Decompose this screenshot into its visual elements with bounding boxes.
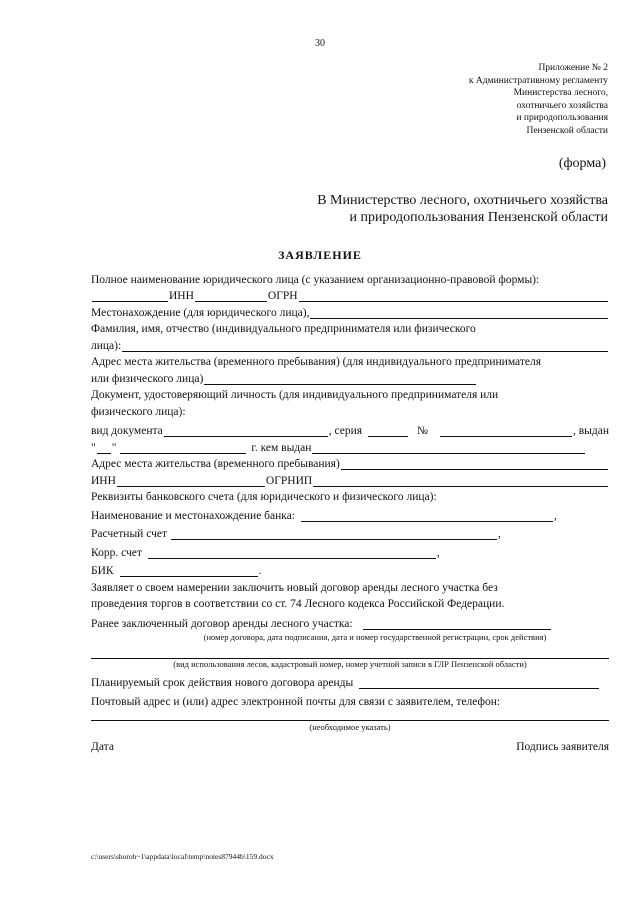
forest-use-field[interactable] [91,644,609,659]
planned-term-row: Планируемый срок действия нового договора аренды [91,675,609,692]
signature-row [91,741,609,753]
issued-by-field[interactable] [312,441,585,454]
residence2-row: Адрес места жительства (временного пребывания) [91,456,609,473]
doc-type-row: вид документа , серия № , выдан [91,425,609,437]
hint-required: (необходимое указать) [309,721,391,732]
inn-ogrn-row: ИНН ОГРН [91,288,609,305]
residence-row: или физического лица) [91,370,609,387]
series-field[interactable] [368,424,408,437]
declaration-line: проведения торгов в соответствии со ст. 74 Лесного кодекса Российской Федерации. [91,598,505,610]
form-body [91,271,609,734]
blank-field[interactable] [92,289,168,302]
hint-contract: (номер договора, дата подписания, дата и номер государственной регистрации, срок действия) [203,631,547,642]
issue-date-row: " " г. кем выдан [91,439,609,456]
residence2-field[interactable] [341,457,608,470]
fio-field[interactable] [122,339,608,352]
hint-forest: (вид использования лесов, кадастровый номер, номер учетной записи в ГЛР Пензенской области) [173,658,527,669]
inn2-field[interactable] [117,474,265,487]
appendix-block [348,62,608,137]
fio-row: лица): [91,337,609,354]
appendix-line: Министерства лесного, [513,88,608,98]
account-row: Расчетный счет , [91,528,501,540]
issue-month-field[interactable] [120,441,246,454]
ogrn-field[interactable] [299,289,608,302]
corr-account-field[interactable] [148,546,436,559]
declaration-line: Заявляет о своем намерении заключить новый договор аренды лесного участка без [91,581,498,594]
appendix-line: Приложение № 2 [538,63,608,73]
postal-address-label: Почтовый адрес и (или) адрес электронной почты для связи с заявителем, телефон: [91,695,501,708]
bank-details-label: Реквизиты банковского счета (для юридического и физического лица): [91,491,437,503]
prev-contract-field[interactable] [363,617,551,630]
id-doc-label-row-2: физического лица): [91,405,186,418]
residence-field[interactable] [204,372,476,385]
issue-day-field[interactable] [97,441,111,454]
bik-field[interactable] [120,564,258,577]
inn-field[interactable] [195,289,267,302]
bank-name-field[interactable] [301,509,553,522]
planned-term-field[interactable] [359,676,599,689]
number-field[interactable] [440,424,572,437]
signature-label: Подпись заявителя [516,741,609,753]
form-mark: (форма) [558,156,606,171]
corr-account-row: Корр. счет , [91,546,440,559]
fio-label-row: Фамилия, имя, отчество (индивидуального предпринимателя или физического [91,323,476,335]
bank-name-row: Наименование и местонахождение банка: , [91,509,557,522]
legal-name-label: Полное наименование юридического лица (с указанием организационно-правовой формы): [91,273,540,286]
addressee-block [188,192,608,226]
appendix-line: Пензенской области [526,125,608,136]
appendix-line: к Административному регламенту [468,75,608,86]
postal-address-field[interactable] [91,710,609,721]
page-number: 30 [315,38,325,49]
bik-row: БИК . [91,565,262,577]
addressee-line: и природопользования Пензенской области [349,210,608,225]
inn-ogrnip-row: ИНН ОГРНИП [91,472,609,489]
doc-type-field[interactable] [164,424,328,437]
location-row: Местонахождение (для юридического лица), [91,304,609,321]
appendix-line: охотничьего хозяйства [516,100,608,111]
prev-contract-row: Ранее заключенный договор аренды лесного участка: [91,615,609,632]
footer-file-path: c:\users\shoroh~1\appdata\local\temp\notes87944b\159.docx [91,852,274,861]
id-doc-label-row: Документ, удостоверяющий личность (для индивидуального предпринимателя или [91,389,499,401]
date-label: Дата [91,741,114,753]
ogrnip-field[interactable] [313,474,608,487]
addressee-line: В Министерство лесного, охотничьего хозяйства [317,193,608,208]
appendix-line: и природопользования [516,113,608,123]
residence-label-row: Адрес места жительства (временного пребывания) (для индивидуального предпринимателя [91,356,541,368]
location-field[interactable] [310,306,608,319]
document-title: ЗАЯВЛЕНИЕ [278,248,362,262]
account-field[interactable] [171,527,497,540]
